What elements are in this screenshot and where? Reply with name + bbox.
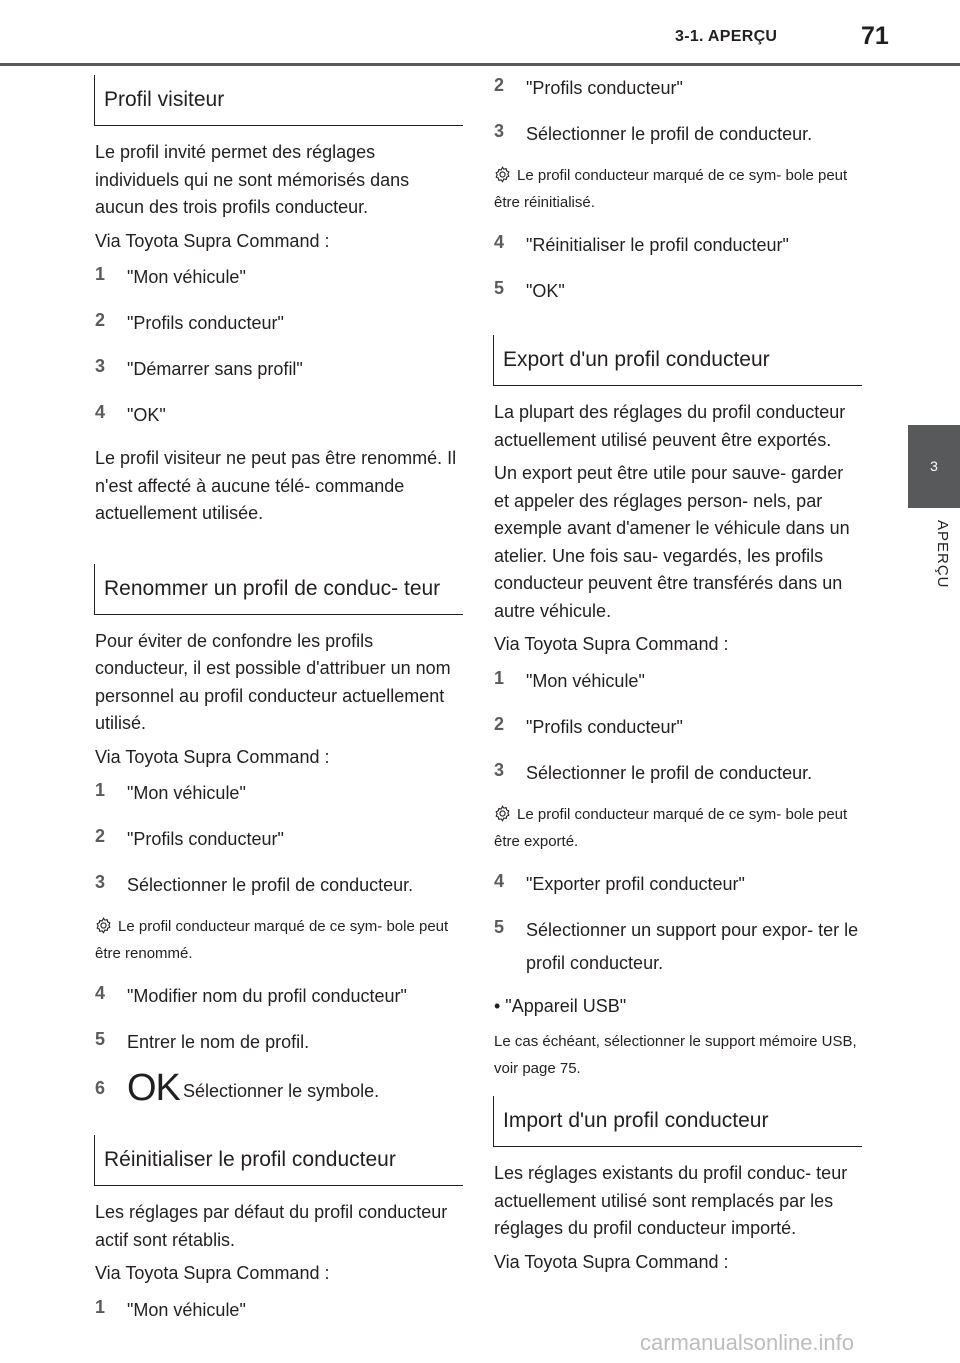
note xyxy=(494,803,862,854)
via-text: Via Toyota Supra Command : xyxy=(95,1263,330,1283)
page-number: 71 xyxy=(861,22,889,50)
heading-renommer: Renommer un profil de conduc- teur xyxy=(94,564,463,615)
step-text: "Profils conducteur" xyxy=(127,829,284,849)
step-text: "OK" xyxy=(526,281,565,301)
step xyxy=(95,777,463,810)
step xyxy=(95,399,463,432)
note-text: Le profil conducteur marqué de ce sym- bole peut être exporté. xyxy=(494,805,848,850)
step xyxy=(95,307,463,340)
step xyxy=(494,914,862,980)
step-number: 3 xyxy=(95,356,106,376)
gear-icon xyxy=(95,917,112,942)
step xyxy=(95,869,463,902)
step xyxy=(95,1067,463,1109)
step-text: Sélectionner le symbole. xyxy=(183,1081,380,1101)
step-text: "Mon véhicule" xyxy=(127,1299,246,1320)
note-text: Le profil conducteur marqué de ce sym- bole peut être renommé. xyxy=(95,918,449,962)
left-column xyxy=(95,75,463,1340)
step-text: "Exporter profil conducteur" xyxy=(526,873,745,894)
paragraph: La plupart des réglages du profil conducteur actuellement utilisé peuvent être exportés. xyxy=(494,402,846,450)
via-text: Via Toyota Supra Command : xyxy=(494,1251,729,1272)
step-text: "Démarrer sans profil" xyxy=(127,359,303,379)
watermark: carmanualsonline.info xyxy=(640,1330,855,1355)
step-text: Sélectionner le profil de conducteur. xyxy=(127,875,414,895)
heading-export: Export d'un profil conducteur xyxy=(493,335,862,386)
step xyxy=(95,1294,463,1327)
step-number: 2 xyxy=(494,75,505,95)
via-text: Via Toyota Supra Command : xyxy=(95,746,330,767)
step-number: 5 xyxy=(494,916,505,937)
step-number: 4 xyxy=(494,232,505,252)
chapter-label: APERÇU xyxy=(934,520,951,589)
step-text: "Réinitialiser le profil conducteur" xyxy=(526,235,789,255)
step xyxy=(494,275,862,308)
step-number: 3 xyxy=(494,759,505,780)
step-text: "OK" xyxy=(127,405,166,425)
step-text: Sélectionner le profil de conducteur. xyxy=(526,124,813,144)
step-number: 2 xyxy=(95,310,106,330)
step-number: 1 xyxy=(95,264,106,284)
paragraph: Les réglages existants du profil conduc- teur actuellement utilisé sont remplacés par les réglages du profil conducteur importé. xyxy=(494,1163,848,1238)
step xyxy=(494,72,862,105)
note xyxy=(95,915,463,966)
step xyxy=(95,353,463,386)
gear-icon xyxy=(494,166,511,191)
step-text: Sélectionner le profil de conducteur. xyxy=(526,762,813,783)
step xyxy=(494,711,862,744)
small-note: Le cas échéant, sélectionner le support mémoire USB, voir page 75. xyxy=(494,1033,857,1077)
step xyxy=(95,823,463,856)
step-number: 5 xyxy=(494,278,505,298)
step-number: 4 xyxy=(494,870,505,891)
step-text: "Mon véhicule" xyxy=(127,783,246,803)
step-number: 1 xyxy=(494,667,505,688)
step-text: "Mon véhicule" xyxy=(127,267,246,287)
step xyxy=(95,980,463,1013)
step xyxy=(95,1026,463,1059)
note xyxy=(494,164,862,215)
gear-icon xyxy=(494,805,511,830)
via-text: Via Toyota Supra Command : xyxy=(494,634,729,654)
step-number: 2 xyxy=(494,713,505,734)
bullet-item: • "Appareil USB" xyxy=(494,995,627,1016)
note-text: Le profil conducteur marqué de ce sym- bole peut être réinitialisé. xyxy=(494,167,848,211)
step-text: Entrer le nom de profil. xyxy=(127,1032,310,1052)
section-title: 3-1. APERÇU xyxy=(675,28,778,45)
ok-symbol-icon: OK xyxy=(127,1067,180,1109)
step-number: 5 xyxy=(95,1029,106,1049)
step-text: Sélectionner un support pour expor- ter le profil conducteur. xyxy=(526,919,859,973)
step xyxy=(494,229,862,262)
step-number: 1 xyxy=(95,1296,106,1317)
step-number: 2 xyxy=(95,826,106,846)
paragraph: Les réglages par défaut du profil conducteur actif sont rétablis. xyxy=(95,1202,448,1250)
step-number: 4 xyxy=(95,402,106,422)
paragraph: Le profil invité permet des réglages individuels qui ne sont mémorisés dans aucun des trois profils conducteur. xyxy=(95,142,410,217)
right-column xyxy=(494,72,862,1282)
step-number: 1 xyxy=(95,780,106,800)
step xyxy=(494,757,862,790)
step-text: "Profils conducteur" xyxy=(526,716,683,737)
step-text: "Mon véhicule" xyxy=(526,670,645,691)
step xyxy=(494,118,862,151)
step-text: "Modifier nom du profil conducteur" xyxy=(127,986,407,1006)
step-number: 6 xyxy=(95,1078,106,1098)
heading-reinitialiser: Réinitialiser le profil conducteur xyxy=(94,1135,463,1186)
step xyxy=(494,665,862,698)
step-text: "Profils conducteur" xyxy=(526,78,683,98)
step xyxy=(95,261,463,294)
step-number: 4 xyxy=(95,983,106,1003)
chapter-tab: 3 xyxy=(908,425,960,508)
header-rule xyxy=(0,63,960,66)
step-number: 3 xyxy=(95,872,106,892)
step-number: 3 xyxy=(494,121,505,141)
paragraph: Pour éviter de confondre les profils conducteur, il est possible d'attribuer un nom personnel au profil conducteur actuellement utilisé. xyxy=(95,630,451,733)
paragraph: Un export peut être utile pour sauve- garder et appeler des réglages person- nels, par exemple avant d'amener le véhicule dans un atelier. Une fois sau- vegardés, les profils conducteur peuvent être transférés dans un autre véhicule. xyxy=(494,463,850,621)
heading-profil-visiteur: Profil visiteur xyxy=(94,75,463,126)
heading-import: Import d'un profil conducteur xyxy=(493,1096,862,1147)
via-text: Via Toyota Supra Command : xyxy=(95,230,330,251)
paragraph: Le profil visiteur ne peut pas être renommé. Il n'est affecté à aucune télé- commande actuellement utilisée. xyxy=(95,448,457,523)
step-text: "Profils conducteur" xyxy=(127,313,284,333)
step xyxy=(494,868,862,901)
